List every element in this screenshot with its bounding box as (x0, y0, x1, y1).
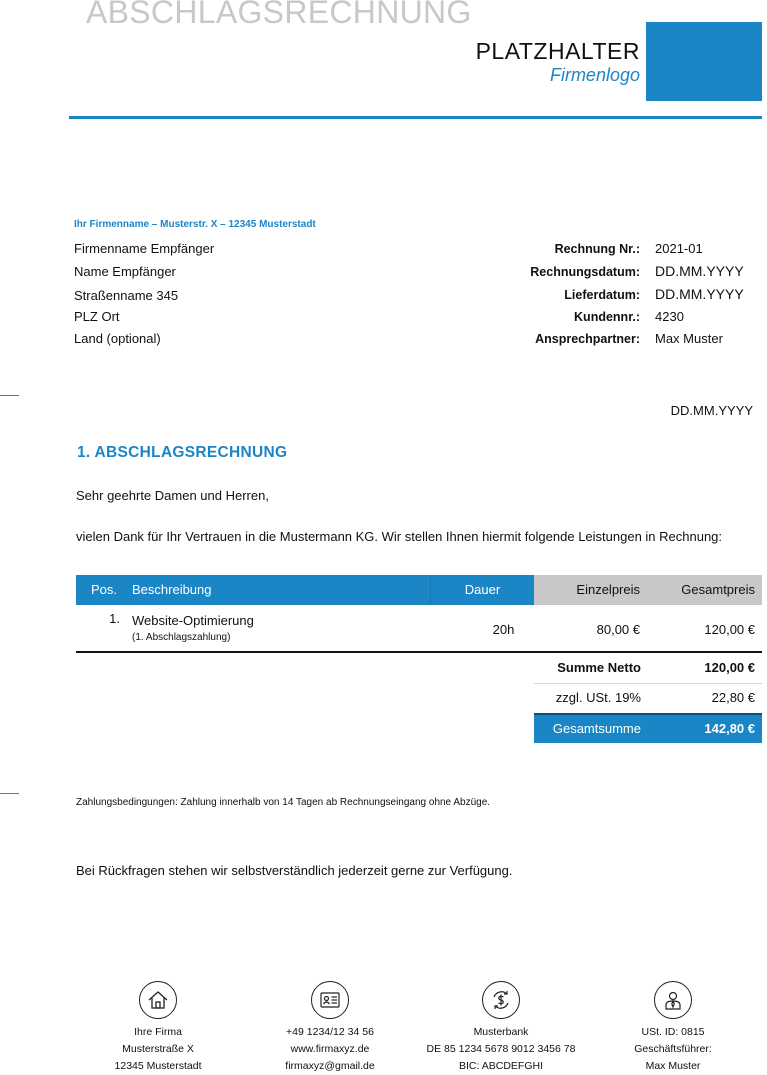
footer-legal-column (588, 1024, 758, 1075)
currency-exchange-icon (482, 981, 520, 1019)
row-pos: 1. (109, 611, 120, 626)
person-icon (654, 981, 692, 1019)
net-total-value: 120,00 € (704, 660, 755, 675)
company-logo-text (476, 38, 640, 86)
recipient-company: Firmenname Empfänger (74, 241, 215, 256)
logo-box (646, 22, 762, 101)
net-total-label: Summe Netto (557, 660, 641, 675)
payment-terms: Zahlungsbedingungen: Zahlung innerhalb von 14 Tagen ab Rechnungseingang ohne Abzüge. (76, 797, 491, 808)
footer-company-street: Musterstraße X (122, 1043, 194, 1055)
logo-sub-text: Firmenlogo (549, 65, 640, 85)
items-table-header (76, 575, 762, 605)
invoice-number-value: 2021-01 (655, 241, 703, 256)
logo-main-text: PLATZHALTER (475, 38, 640, 64)
vat-label: zzgl. USt. 19% (555, 690, 641, 705)
document-date: DD.MM.YYYY (670, 403, 753, 418)
grand-total-value: 142,80 € (704, 721, 755, 736)
footer-bank-name: Musterbank (473, 1026, 529, 1038)
closing-text: Bei Rückfragen stehen wir selbstverständlich jederzeit gerne zur Verfügung. (76, 863, 513, 878)
footer-ceo-name: Max Muster (645, 1060, 701, 1072)
watermark-title: ABSCHLAGSRECHNUNG (86, 0, 472, 30)
invoice-number-label: Rechnung Nr.: (554, 242, 640, 256)
recipient-name: Name Empfänger (74, 264, 176, 279)
delivery-date-label: Lieferdatum: (564, 288, 640, 302)
row-description: Website-Optimierung (132, 613, 254, 628)
footer-iban: DE 85 1234 5678 9012 3456 78 (426, 1043, 576, 1055)
customer-number-label: Kundennr.: (574, 310, 640, 324)
recipient-street: Straßenname 345 (74, 288, 179, 303)
col-header-total-price: Gesamtpreis (647, 575, 762, 605)
contact-person-value: Max Muster (655, 331, 723, 346)
footer-ceo-label: Geschäftsführer: (634, 1043, 712, 1055)
footer-phone: +49 1234/12 34 56 (286, 1026, 374, 1038)
row-note: (1. Abschlagszahlung) (132, 632, 231, 643)
footer-website: www.firmaxyz.de (290, 1043, 370, 1055)
summary-divider (534, 683, 762, 684)
footer-company-name: Ihre Firma (134, 1026, 182, 1038)
footer-bic: BIC: ABCDEFGHI (458, 1060, 543, 1072)
footer-email: firmaxyz@gmail.de (285, 1060, 375, 1072)
house-icon (139, 981, 177, 1019)
footer-company-column (73, 1024, 243, 1075)
vat-value: 22,80 € (711, 690, 755, 705)
col-header-duration: Dauer (430, 575, 534, 605)
customer-number-value: 4230 (655, 309, 684, 324)
footer-company-city: 12345 Musterstadt (114, 1060, 202, 1072)
footer-contact-column (245, 1024, 415, 1075)
col-header-description (132, 575, 434, 605)
invoice-date-label: Rechnungsdatum: (530, 265, 640, 279)
intro-text: vielen Dank für Ihr Vertrauen in die Mustermann KG. Wir stellen Ihnen hiermit folgende Leistungen in Rechnung: (76, 529, 723, 544)
contact-card-icon (311, 981, 349, 1019)
table-bottom-rule (76, 651, 762, 653)
fold-mark (0, 793, 19, 794)
col-header-unit-price: Einzelpreis (534, 575, 647, 605)
row-unit-price: 80,00 € (596, 622, 640, 637)
recipient-country: Land (optional) (74, 331, 161, 346)
grand-total-bar (534, 713, 762, 743)
invoice-date-value: DD.MM.YYYY (655, 263, 744, 279)
fold-mark (0, 395, 19, 396)
salutation: Sehr geehrte Damen und Herren, (76, 488, 269, 503)
footer-vat-id: USt. ID: 0815 (641, 1026, 705, 1038)
header-divider (69, 116, 762, 119)
row-total-price: 120,00 € (704, 622, 755, 637)
document-title: 1. ABSCHLAGSRECHNUNG (77, 444, 288, 461)
row-duration: 20h (492, 622, 515, 637)
delivery-date-value: DD.MM.YYYY (655, 286, 744, 302)
footer-bank-column (416, 1024, 586, 1075)
sender-address-line: Ihr Firmenname – Musterstr. X – 12345 Musterstadt (74, 219, 316, 230)
col-header-description-label: Beschreibung (132, 582, 212, 597)
contact-person-label: Ansprechpartner: (535, 332, 640, 346)
grand-total-label: Gesamtsumme (552, 721, 641, 736)
table-row (76, 605, 762, 651)
recipient-city: PLZ Ort (74, 309, 120, 324)
col-header-pos: Pos. (76, 575, 132, 605)
